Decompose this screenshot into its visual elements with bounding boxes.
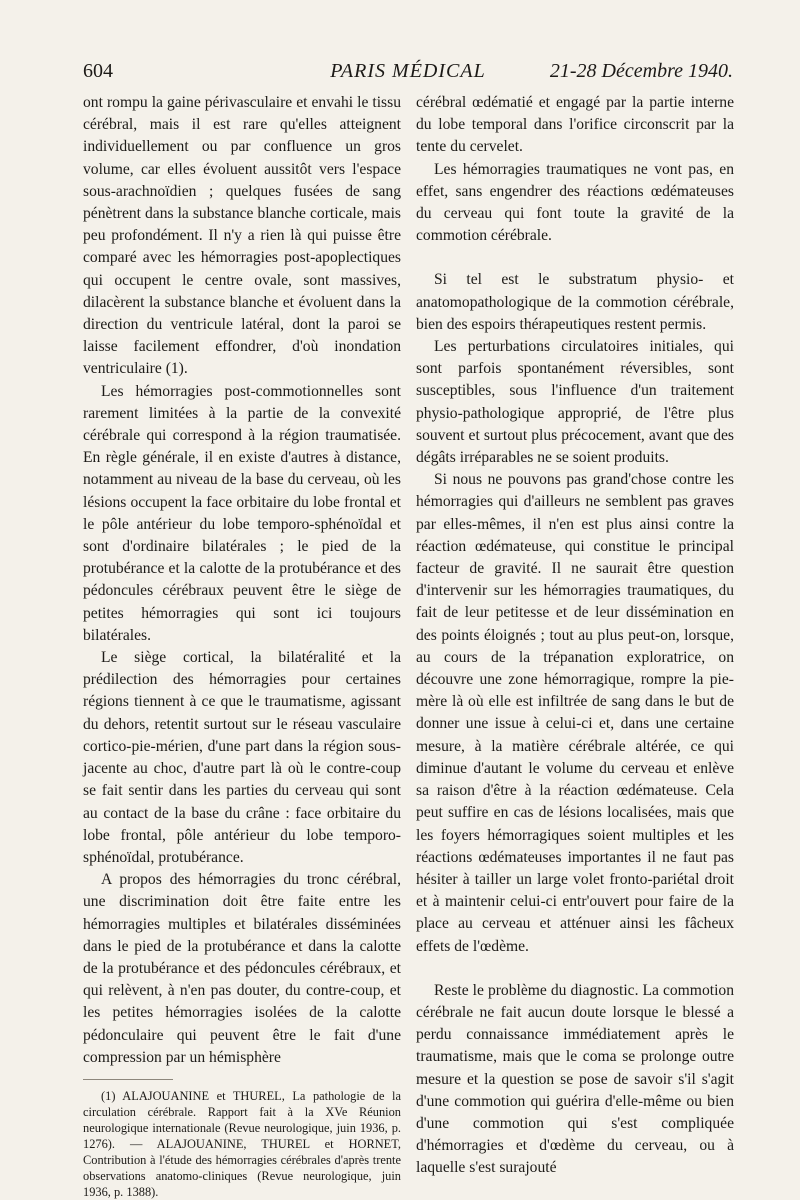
paragraph: Le siège cortical, la bilatéralité et la prédilection des hémorragies pour certaines régions tiennent à ce que le traumatisme, agissant du dehors, retentit surtout sur le réseau vasculaire cortico-pie-mérien, d'une part dans la région sous-jacente au choc, d'autre part là où le contre-coup se fait sentir dans les parties du cerveau qui sont au contact de la base du crâne : face orbitaire du lobe frontal, pôle antérieur du lobe temporo-sphénoïdal, protubérance. [83, 649, 401, 866]
paragraph: ont rompu la gaine périvasculaire et envahi le tissu cérébral, mais il est rare qu'elles atteignent individuellement ou par confluence un gros volume, car elles évoluent aussitôt vers l'espace sous-arachnoïdien ; quelques fusées de sang pénètrent dans la substance blanche corticale, mais peu profondément. Il n'y a rien là qui puisse être comparé avec les hémorragies post-apoplectiques qui occupent le centre ovale, sont massives, dilacèrent la substance blanche et évoluent dans la direction du ventricule latéral, dont la paroi se laisse facilement effondrer, d'où inondation ventriculaire (1). [83, 94, 401, 378]
paragraph: Si nous ne pouvons pas grand'chose contre les hémorragies qui d'ailleurs ne semblent pas graves par elles-mêmes, il n'en est plus ainsi contre la réaction œdémateuse, qui constitue le principal facteur de gravité. Il ne saurait être question d'intervenir sur les hémorragies traumatiques, du fait de leur petitesse et de leur dissémination en des points éloignés ; tout au plus peut-on, lorsque, au cours de la trépanation exploratrice, on découvre une zone hémorragique, rompre la pie-mère là où elle est infiltrée de sang dans le but de donner une issue à celui-ci et, dans une certaine mesure, à la matière cérébrale altérée, ce qui diminue d'autant le volume du cerveau et enlève sa raison d'être à la réaction œdémateuse. Cela peut suffire en cas de lésions localisées, mais que les foyers hémorragiques soient multiples et les réactions œdémateuses importantes il ne faut pas hésiter à tailler un large volet fronto-pariétal droit et à maintenir celui-ci entr'ouvert pour faire de la place au cerveau et atténuer ainsi les fâcheux effets de l'œdème. [416, 471, 734, 955]
running-header [83, 60, 733, 88]
paragraph: Si tel est le substratum physio- et anatomopathologique de la commotion cérébrale, bien des espoirs thérapeutiques restent permis. [416, 271, 734, 333]
paragraph: Reste le problème du diagnostic. La commotion cérébrale ne fait aucun doute lorsque le blessé a perdu connaissance immédiatement après le traumatisme, mais que le coma se prolonge outre mesure et la question se pose de savoir s'il s'agit d'une commotion qui guérira d'elle-même ou bien d'une commotion qui s'est compliquée d'hémorragies et d'œdème du cerveau, ou à laquelle s'est surajouté [416, 981, 734, 1177]
page-number: 604 [83, 60, 113, 82]
left-column [83, 92, 401, 1200]
journal-title: PARIS MÉDICAL [330, 60, 486, 82]
footnote: (1) ALAJOUANINE et THUREL, La pathologie de la circulation cérébrale. Rapport fait à la XVe Réunion neurologique internationale (Revue neurologique, juin 1936, p. 1276). — ALAJOUANINE, THUREL et HORNET, Contribution à l'étude des hémorragies cérébrales d'après trente observations anatomo-cliniques (Revue neurologique, juin 1936, p. 1388). [83, 1088, 401, 1199]
paragraph: Les hémorragies traumatiques ne vont pas, en effet, sans engendrer des réactions œdémateuses du cerveau qui font toute la gravité de la commotion cérébrale. [416, 160, 734, 245]
right-column [416, 92, 734, 1180]
issue-date: 21-28 Décembre 1940. [549, 60, 733, 82]
paragraph: cérébral œdématié et engagé par la partie interne du lobe temporal dans l'orifice circonscrit par la tente du cervelet. [416, 94, 734, 156]
paragraph: A propos des hémorragies du tronc cérébral, une discrimination doit être faite entre les hémorragies multiples et bilatérales disséminées dans le pied de la protubérance et dans la calotte de la protubérance et des pédoncules cérébraux, et qui relèvent, à n'en pas douter, du contre-coup, et les petites hémorragies isolées de la calotte pédonculaire qui peuvent être le fait d'une compression par un hémisphère [83, 871, 401, 1066]
paragraph: Les hémorragies post-commotionnelles sont rarement limitées à la partie de la convexité cérébrale qui correspond à la région traumatisée. En règle générale, il en existe d'autres à distance, notamment au niveau de la base du cerveau, où les lésions occupent la face orbitaire du lobe frontal et le pôle antérieur du lobe temporo-sphénoïdal et sont d'ordinaire bilatérales ; le pied de la protubérance et la calotte de la protubérance et des pédoncules cérébraux peuvent être le siège de petites hémorragies qui sont ici toujours bilatérales. [83, 382, 401, 644]
paragraph: Les perturbations circulatoires initiales, qui sont parfois spontanément réversibles, sont susceptibles, sous l'influence d'un traitement physio-pathologique approprié, de l'être plus souvent et surtout plus précocement, avant que des dégâts irréparables ne se soient produits. [416, 338, 734, 467]
footnote-divider [83, 1079, 173, 1080]
